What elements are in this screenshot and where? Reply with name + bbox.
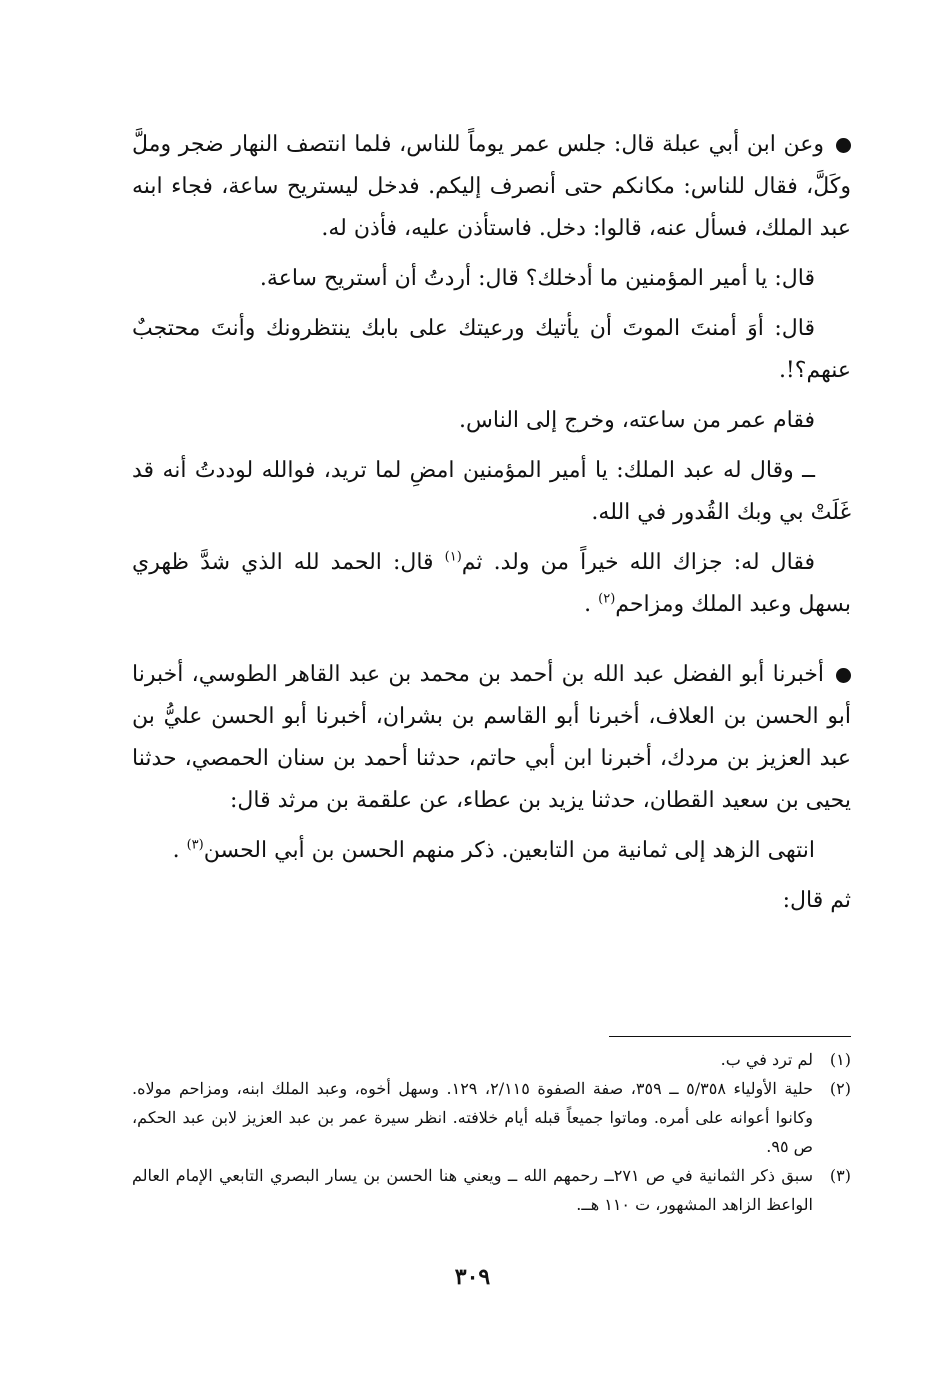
paragraph-2: [132, 258, 851, 300]
paragraph-7: [132, 654, 851, 822]
footnotes: [132, 1036, 851, 1219]
footnote-3: [132, 1161, 851, 1219]
footnote-1: [132, 1045, 851, 1074]
paragraph-text: فقام عمر من ساعته، وخرج إلى الناس.: [459, 408, 815, 433]
footnote-number: (٢): [829, 1079, 851, 1098]
page-number: ٣٠٩: [454, 1264, 491, 1290]
footnote-divider: [609, 1036, 851, 1037]
paragraph-text: انتهى الزهد إلى ثمانية من التابعين. ذكر منهم الحسن بن أبي الحسن: [203, 838, 815, 863]
paragraph-9: [132, 880, 851, 922]
footnote-number: (٣): [829, 1166, 851, 1185]
paragraph-5: [132, 450, 851, 534]
bullet-icon: [836, 138, 851, 153]
paragraph-text: قال: الحمد لله الذي شدَّ ظهري بسهل وعبد الملك ومزاحم: [132, 550, 851, 617]
paragraph-8: [132, 830, 851, 872]
footnote-2: [132, 1074, 851, 1161]
paragraph-text: فقال له: جزاك الله خيراً من ولد. ثم: [461, 550, 815, 575]
footnote-ref-2[interactable]: (٢): [598, 591, 616, 607]
footnote-ref-3[interactable]: (٣): [186, 837, 204, 853]
paragraph-text: أخبرنا أبو الفضل عبد الله بن أحمد بن محمد بن عبد القاهر الطوسي، أخبرنا أبو الحسن بن العلاف، أخبرنا أبو القاسم بن بشران، أخبرنا أبو الحسن عليُّ بن عبد العزيز بن مردك، أخبرنا ابن أبي حاتم، حدثنا أحمد بن سنان الحمصي، حدثنا يحيى بن سعيد القطان، حدثنا يزيد بن عطاء، عن علقمة بن مرثد قال:: [132, 662, 851, 813]
footnote-text: لم ترد في ب.: [720, 1050, 813, 1069]
paragraph-1: [132, 124, 851, 250]
paragraph-text: ــ وقال له عبد الملك: يا أمير المؤمنين امضِ لما تريد، فوالله لوددتُ أنه قد غَلَتْ بي وبك القُدور في الله.: [132, 458, 851, 525]
footnote-text: سبق ذكر الثمانية في ص ٢٧١ــ رحمهم الله ــ ويعني هنا الحسن بن يسار البصري التابعي الإمام العالم الواعظ الزاهد المشهور، ت ١١٠ هــ.: [132, 1166, 813, 1214]
paragraph-text: ثم قال:: [782, 888, 851, 913]
main-text: [132, 124, 851, 930]
footnote-ref-1[interactable]: (١): [444, 549, 462, 565]
footnote-number: (١): [829, 1050, 851, 1069]
paragraph-text: .: [584, 592, 599, 617]
paragraph-text: وعن ابن أبي عبلة قال: جلس عمر يوماً للناس، فلما انتصف النهار ضجر وملَّ وكَلَّ، فقال للناس: مكانكم حتى أنصرف إليكم. فدخل ليستريح ساعة، فجاء ابنه عبد الملك، فسأل عنه، قالوا: دخل. فاستأذن عليه، فأذن له.: [132, 132, 851, 241]
paragraph-text: قال: يا أمير المؤمنين ما أدخلك؟ قال: أردتُ أن أستريح ساعة.: [259, 266, 815, 291]
bullet-icon: [836, 668, 851, 683]
paragraph-6: [132, 542, 851, 626]
paragraph-3: [132, 308, 851, 392]
paragraph-4: [132, 400, 851, 442]
paragraph-text: .: [172, 838, 187, 863]
paragraph-text: قال: أوَ أمنتَ الموتَ أن يأتيك ورعيتك على بابك ينتظرونك وأنتَ محتجبٌ عنهم؟!.: [132, 316, 851, 383]
footnote-text: حلية الأولياء ٥/٣٥٨ ــ ٣٥٩، صفة الصفوة ٢/١١٥، ١٢٩. وسهل أخوه، وعبد الملك ابنه، ومزاحم مولاه. وكانوا أعوانه على أمره. وماتوا جميعاً قبله أيام خلافته. انظر سيرة عمر بن عبد العزيز لابن عبد الحكم، ص ٩٥.: [132, 1079, 814, 1156]
